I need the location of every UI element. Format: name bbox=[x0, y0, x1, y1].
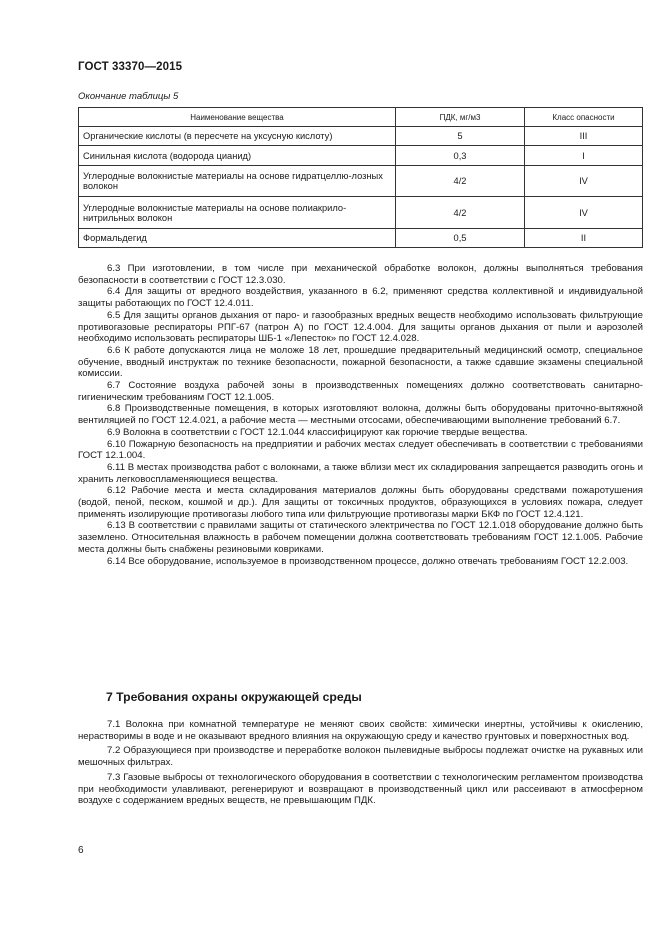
column-header-mac: ПДК, мг/м3 bbox=[396, 108, 525, 127]
paragraph-6-7: 6.7 Состояние воздуха рабочей зоны в производственных помещениях должно соответствовать санитарно-гигиеническим требованиям ГОСТ 12.1.005. bbox=[78, 380, 643, 403]
cell-substance: Формальдегид bbox=[79, 229, 396, 248]
table-header-row bbox=[79, 108, 643, 127]
document-header: ГОСТ 33370—2015 bbox=[78, 61, 183, 73]
table-row bbox=[79, 229, 643, 248]
cell-hazard-class: I bbox=[525, 146, 643, 166]
cell-mac: 5 bbox=[396, 127, 525, 146]
substances-table bbox=[78, 107, 643, 248]
paragraph-7-3: 7.3 Газовые выбросы от технологического оборудования в соответствии с технологическим регламентом производства при необходимости улавливают, регенерируют и возвращают в производственный цикл или рассеивают в атмосферном воздухе с содержанием вредных веществ, не превышающим ПДК. bbox=[78, 771, 643, 807]
table-row bbox=[79, 197, 643, 229]
cell-mac: 4/2 bbox=[396, 166, 525, 197]
cell-substance: Органические кислоты (в пересчете на уксусную кислоту) bbox=[79, 127, 396, 146]
table-row bbox=[79, 166, 643, 197]
cell-mac: 4/2 bbox=[396, 197, 525, 229]
paragraph-6-13: 6.13 В соответствии с правилами защиты от статического электричества по ГОСТ 12.1.018 оборудование должно быть заземлено. Относительная влажность в рабочем помещении должна соответствовать требованиям ГОСТ 12.1.005. Рабочие места должны быть снабжены резиновыми ковриками. bbox=[78, 520, 643, 555]
paragraph-6-3: 6.3 При изготовлении, в том числе при механической обработке волокон, должны выполняться требования безопасности в соответствии с ГОСТ 12.3.030. bbox=[78, 263, 643, 286]
table-row bbox=[79, 127, 643, 146]
paragraph-6-12: 6.12 Рабочие места и места складирования материалов должны быть оборудованы средствами пожаротушения (водой, пеной, песком, кошмой и др.). Для защиты от токсичных продуктов, образующихся в условиях пожара, следует применять изолирующие противогазы любого типа или фильтрующие противогазы марки БКФ по ГОСТ 12.4.121. bbox=[78, 485, 643, 520]
cell-hazard-class: IV bbox=[525, 166, 643, 197]
section-6-body bbox=[78, 263, 643, 567]
paragraph-7-1: 7.1 Волокна при комнатной температуре не меняют своих свойств: химически инертны, устойчивы к окислению, нерастворимы в воде и не оказывают вредного влияния на окружающую среду и качество грунтовых и поверхностных вод. bbox=[78, 719, 643, 742]
paragraph-6-14: 6.14 Все оборудование, используемое в производственном процессе, должно отвечать требованиям ГОСТ 12.2.003. bbox=[107, 555, 629, 567]
cell-hazard-class: II bbox=[525, 229, 643, 248]
cell-mac: 0,3 bbox=[396, 146, 525, 166]
paragraph-6-10: 6.10 Пожарную безопасность на предприятии и рабочих местах следует обеспечивать в соответствии с требованиями ГОСТ 12.1.004. bbox=[78, 438, 643, 462]
table-row bbox=[79, 146, 643, 166]
paragraph-6-4: 6.4 Для защиты от вредного воздействия, указанного в 6.2, применяют средства коллективной и индивидуальной защиты работающих по ГОСТ 12.4.011. bbox=[78, 286, 643, 310]
cell-hazard-class: III bbox=[525, 127, 643, 146]
section-7-title: 7 Требования охраны окружающей среды bbox=[106, 690, 362, 704]
paragraph-7-2: 7.2 Образующиеся при производстве и переработке волокон пылевидные выбросы подлежат очистке на рукавных или мешочных фильтрах. bbox=[78, 745, 643, 769]
paragraph-6-9: 6.9 Волокна в соответствии с ГОСТ 12.1.044 классифицируют как горючие твердые вещества. bbox=[107, 426, 528, 438]
column-header-substance: Наименование вещества bbox=[79, 108, 396, 127]
cell-substance: Углеродные волокнистые материалы на основе гидратцеллю-лозных волокон bbox=[79, 166, 396, 197]
page-number: 6 bbox=[78, 845, 84, 856]
table-caption: Окончание таблицы 5 bbox=[78, 91, 179, 102]
cell-hazard-class: IV bbox=[525, 197, 643, 229]
column-header-hazard-class: Класс опасности bbox=[525, 108, 643, 127]
paragraph-6-6: 6.6 К работе допускаются лица не моложе 18 лет, прошедшие предварительный медицинский осмотр, специальное обучение, вводный инструктаж по технике безопасности, пожарной безопасности, а также сдавшие экзамены специальной комиссии. bbox=[78, 344, 643, 380]
cell-substance: Синильная кислота (водорода цианид) bbox=[79, 146, 396, 166]
paragraph-6-8: 6.8 Производственные помещения, в которых изготовляют волокна, должны быть оборудованы приточно-вытяжной вентиляцией по ГОСТ 12.4.021, а рабочие места — местными отсосами, обеспечивающими выполнение требований 6.7. bbox=[78, 403, 643, 427]
paragraph-6-11: 6.11 В местах производства работ с волокнами, а также вблизи мест их складирования запрещается разводить огонь и хранить легковоспламеняющиеся вещества. bbox=[78, 461, 643, 485]
paragraph-6-5: 6.5 Для защиты органов дыхания от паро- и газообразных вредных веществ необходимо использовать фильтрующие противогазовые респираторы РПГ-67 (патрон А) по ГОСТ 12.4.004. Для защиты органов дыхания от пыли и аэрозолей необходимо использовать респираторы ШБ-1 «Лепесток» по ГОСТ 12.4.028. bbox=[78, 309, 643, 345]
cell-substance: Углеродные волокнистые материалы на основе полиакрило-нитрильных волокон bbox=[79, 197, 396, 229]
cell-mac: 0,5 bbox=[396, 229, 525, 248]
section-7-body bbox=[78, 719, 643, 810]
